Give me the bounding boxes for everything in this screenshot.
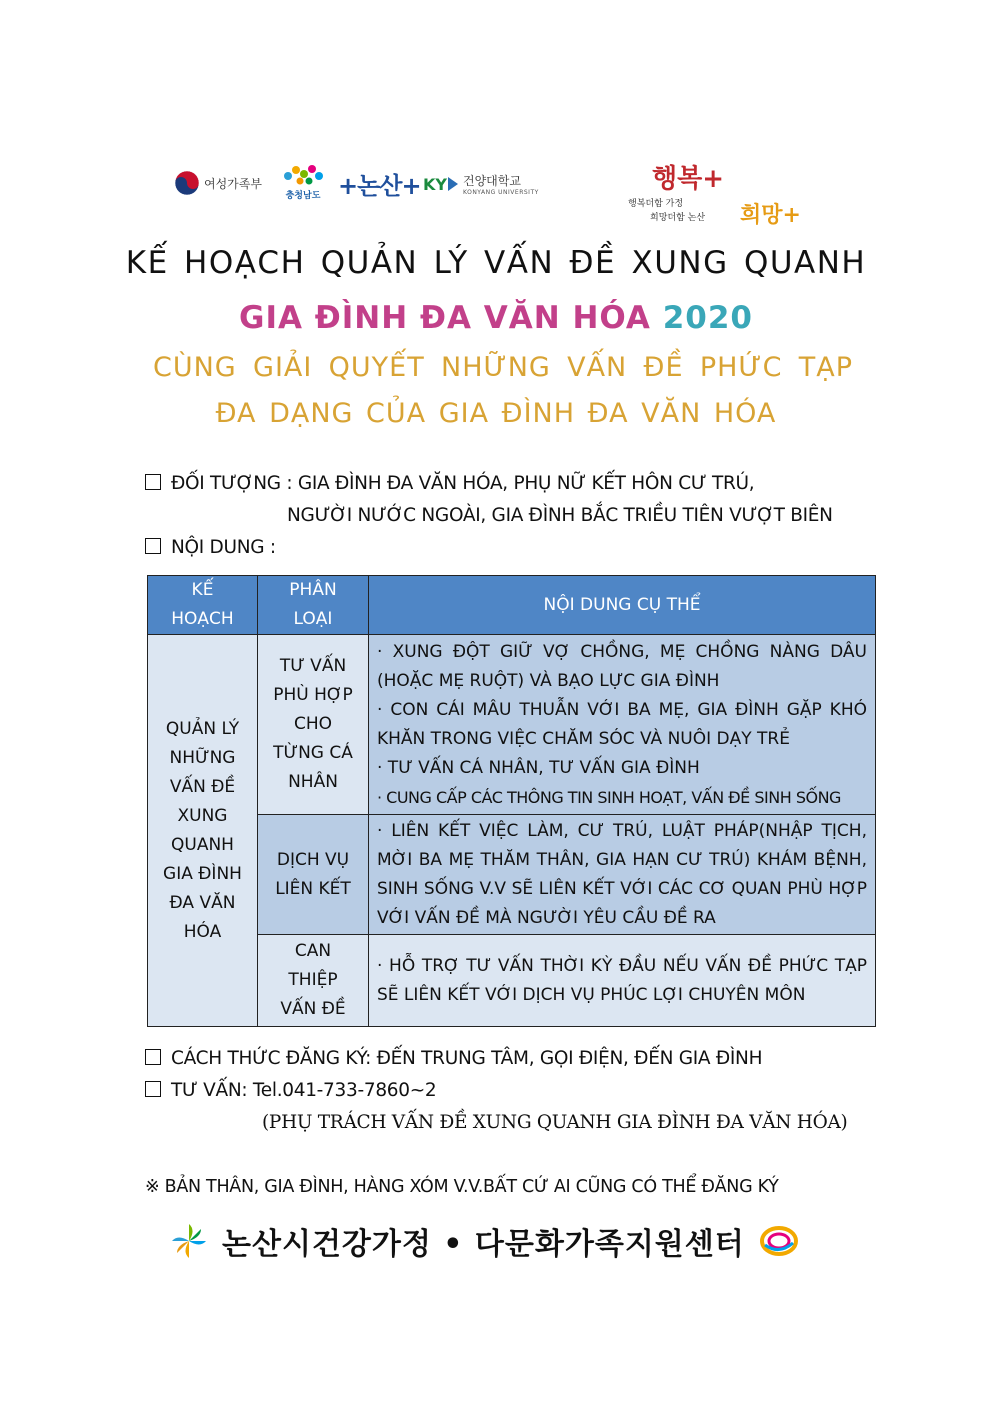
center-title: 논산시건강가정 • 다문화가족지원센터 [222, 1227, 745, 1262]
detail-item: · CUNG CẤP CÁC THÔNG TIN SINH HOẠT, VẤN ĐỀ SINH SỐNG [377, 787, 841, 807]
consult-line [145, 1080, 436, 1101]
center-logo-icon [759, 1225, 799, 1257]
details-cell [369, 635, 876, 815]
details-cell [369, 935, 876, 1027]
header-plan: KẾ HOẠCH [148, 576, 258, 635]
nonsan-logo [338, 166, 421, 201]
table-row [148, 935, 876, 1027]
checkbox-icon [145, 474, 161, 490]
pinwheel-icon [170, 1222, 208, 1260]
konyang-name-en: KONYANG UNIVERSITY [462, 189, 539, 196]
flower-cluster-icon [280, 162, 326, 188]
tagline-line2: ĐA DẠNG CỦA GIA ĐÌNH ĐA VĂN HÓA [215, 398, 777, 429]
detail-item: · CON CÁI MÂU THUẪN VỚI BA MẸ, GIA ĐÌNH GẶP KHÓ KHĂN TRONG VIỆC CHĂM SÓC VÀ NUÔI DẠY TRẺ [377, 699, 867, 749]
subtitle-year: 2020 [662, 300, 753, 336]
category-cell: CAN THIỆP VẤN ĐỀ [258, 935, 369, 1027]
plan-table [147, 575, 876, 1027]
registration-line [145, 1048, 762, 1069]
table-row [148, 635, 876, 815]
header-details: NỘI DUNG CỤ THỂ [369, 576, 876, 635]
table-header-row [148, 576, 876, 635]
chungnam-logo [280, 162, 326, 201]
page-subtitle [0, 300, 992, 336]
header-category: PHÂN LOẠI [258, 576, 369, 635]
happy-logotype: 행복+ [652, 164, 725, 194]
plan-cell: QUẢN LÝ NHỮNG VẤN ĐỀ XUNG QUANH GIA ĐÌNH ĐA VĂN HÓA [148, 635, 258, 1027]
hope-slogan-line2: 희망더함 논산 [650, 213, 706, 223]
chungnam-name: 충청남도 [285, 191, 321, 201]
page-title: KẾ HOẠCH QUẢN LÝ VẤN ĐỀ XUNG QUANH [125, 245, 867, 281]
hope-logotype: 희망+ [740, 202, 801, 228]
konyang-logo [423, 172, 539, 196]
consult-text: TƯ VẤN: Tel.041-733-7860~2 [171, 1080, 437, 1101]
ministry-name: 여성가족부 [204, 176, 262, 191]
checkbox-icon [145, 1081, 161, 1097]
subtitle-main: GIA ĐÌNH ĐA VĂN HÓA [239, 300, 651, 336]
detail-item: · TƯ VẤN CÁ NHÂN, TƯ VẤN GIA ĐÌNH [377, 757, 700, 778]
consult-note: (PHỤ TRÁCH VẤN ĐỀ XUNG QUANH GIA ĐÌNH ĐA VĂN HÓA) [262, 1112, 848, 1133]
happy-hope-logo [628, 160, 818, 228]
nonsan-name: +논산+ [338, 172, 421, 200]
target-text: ĐỐI TƯỢNG : GIA ĐÌNH ĐA VĂN HÓA, PHỤ NỮ KẾT HÔN CƯ TRÚ, [171, 473, 755, 494]
detail-item: · HỖ TRỢ TƯ VẤN THỜI KỲ ĐẦU NẾU VẤN ĐỀ PHỨC TẠP SẼ LIÊN KẾT VỚI DỊCH VỤ PHÚC LỢI CHUYÊN MÔN [377, 955, 867, 1005]
detail-item: · XUNG ĐỘT GIỮ VỢ CHỒNG, MẸ CHỒNG NÀNG DÂU (HOẶC MẸ RUỘT) VÀ BẠO LỰC GIA ĐÌNH [377, 641, 867, 691]
target-line [145, 473, 754, 494]
partner-logos [170, 160, 540, 210]
details-cell [369, 815, 876, 935]
konyang-name: 건양대학교 [462, 174, 521, 188]
detail-item: · LIÊN KẾT VIỆC LÀM, CƯ TRÚ, LUẬT PHÁP(NHẬP TỊCH, MỜI BA MẸ THĂM THÂN, GIA HẠN CƯ TRÚ) KHÁM BỆNH, SINH SỐNG V.V SẼ LIÊN KẾT VỚI CÁC CƠ QUAN PHÙ HỢP VỚI VẤN ĐỀ MÀ NGƯỜI YÊU CẦU ĐỀ RA [377, 820, 867, 928]
category-cell: DỊCH VỤ LIÊN KẾT [258, 815, 369, 935]
hope-slogan-line1: 행복더함 가정 [628, 199, 684, 209]
notice-text: ※ BẢN THÂN, GIA ĐÌNH, HÀNG XÓM V.V.BẤT CỨ AI CŨNG CÓ THỂ ĐĂNG KÝ [145, 1177, 779, 1197]
content-line [145, 537, 276, 558]
checkbox-icon [145, 538, 161, 554]
category-cell: TƯ VẤN PHÙ HỢP CHO TỪNG CÁ NHÂN [258, 635, 369, 815]
ministry-logo [174, 170, 262, 196]
checkbox-icon [145, 1049, 161, 1065]
konyang-emblem-icon [447, 175, 459, 193]
konyang-mark: KY [423, 174, 447, 194]
content-label: NỘI DUNG : [171, 537, 276, 558]
tagline-line1: CÙNG GIẢI QUYẾT NHỮNG VẤN ĐỀ PHỨC TẠP [153, 352, 853, 383]
center-name [170, 1216, 840, 1266]
taegeuk-icon [174, 170, 200, 196]
registration-text: CÁCH THỨC ĐĂNG KÝ: ĐẾN TRUNG TÂM, GỌI ĐIỆN, ĐẾN GIA ĐÌNH [171, 1048, 763, 1069]
table-row [148, 815, 876, 935]
target-cont: NGƯỜI NƯỚC NGOÀI, GIA ĐÌNH BẮC TRIỀU TIÊN VƯỢT BIÊN [287, 505, 833, 526]
